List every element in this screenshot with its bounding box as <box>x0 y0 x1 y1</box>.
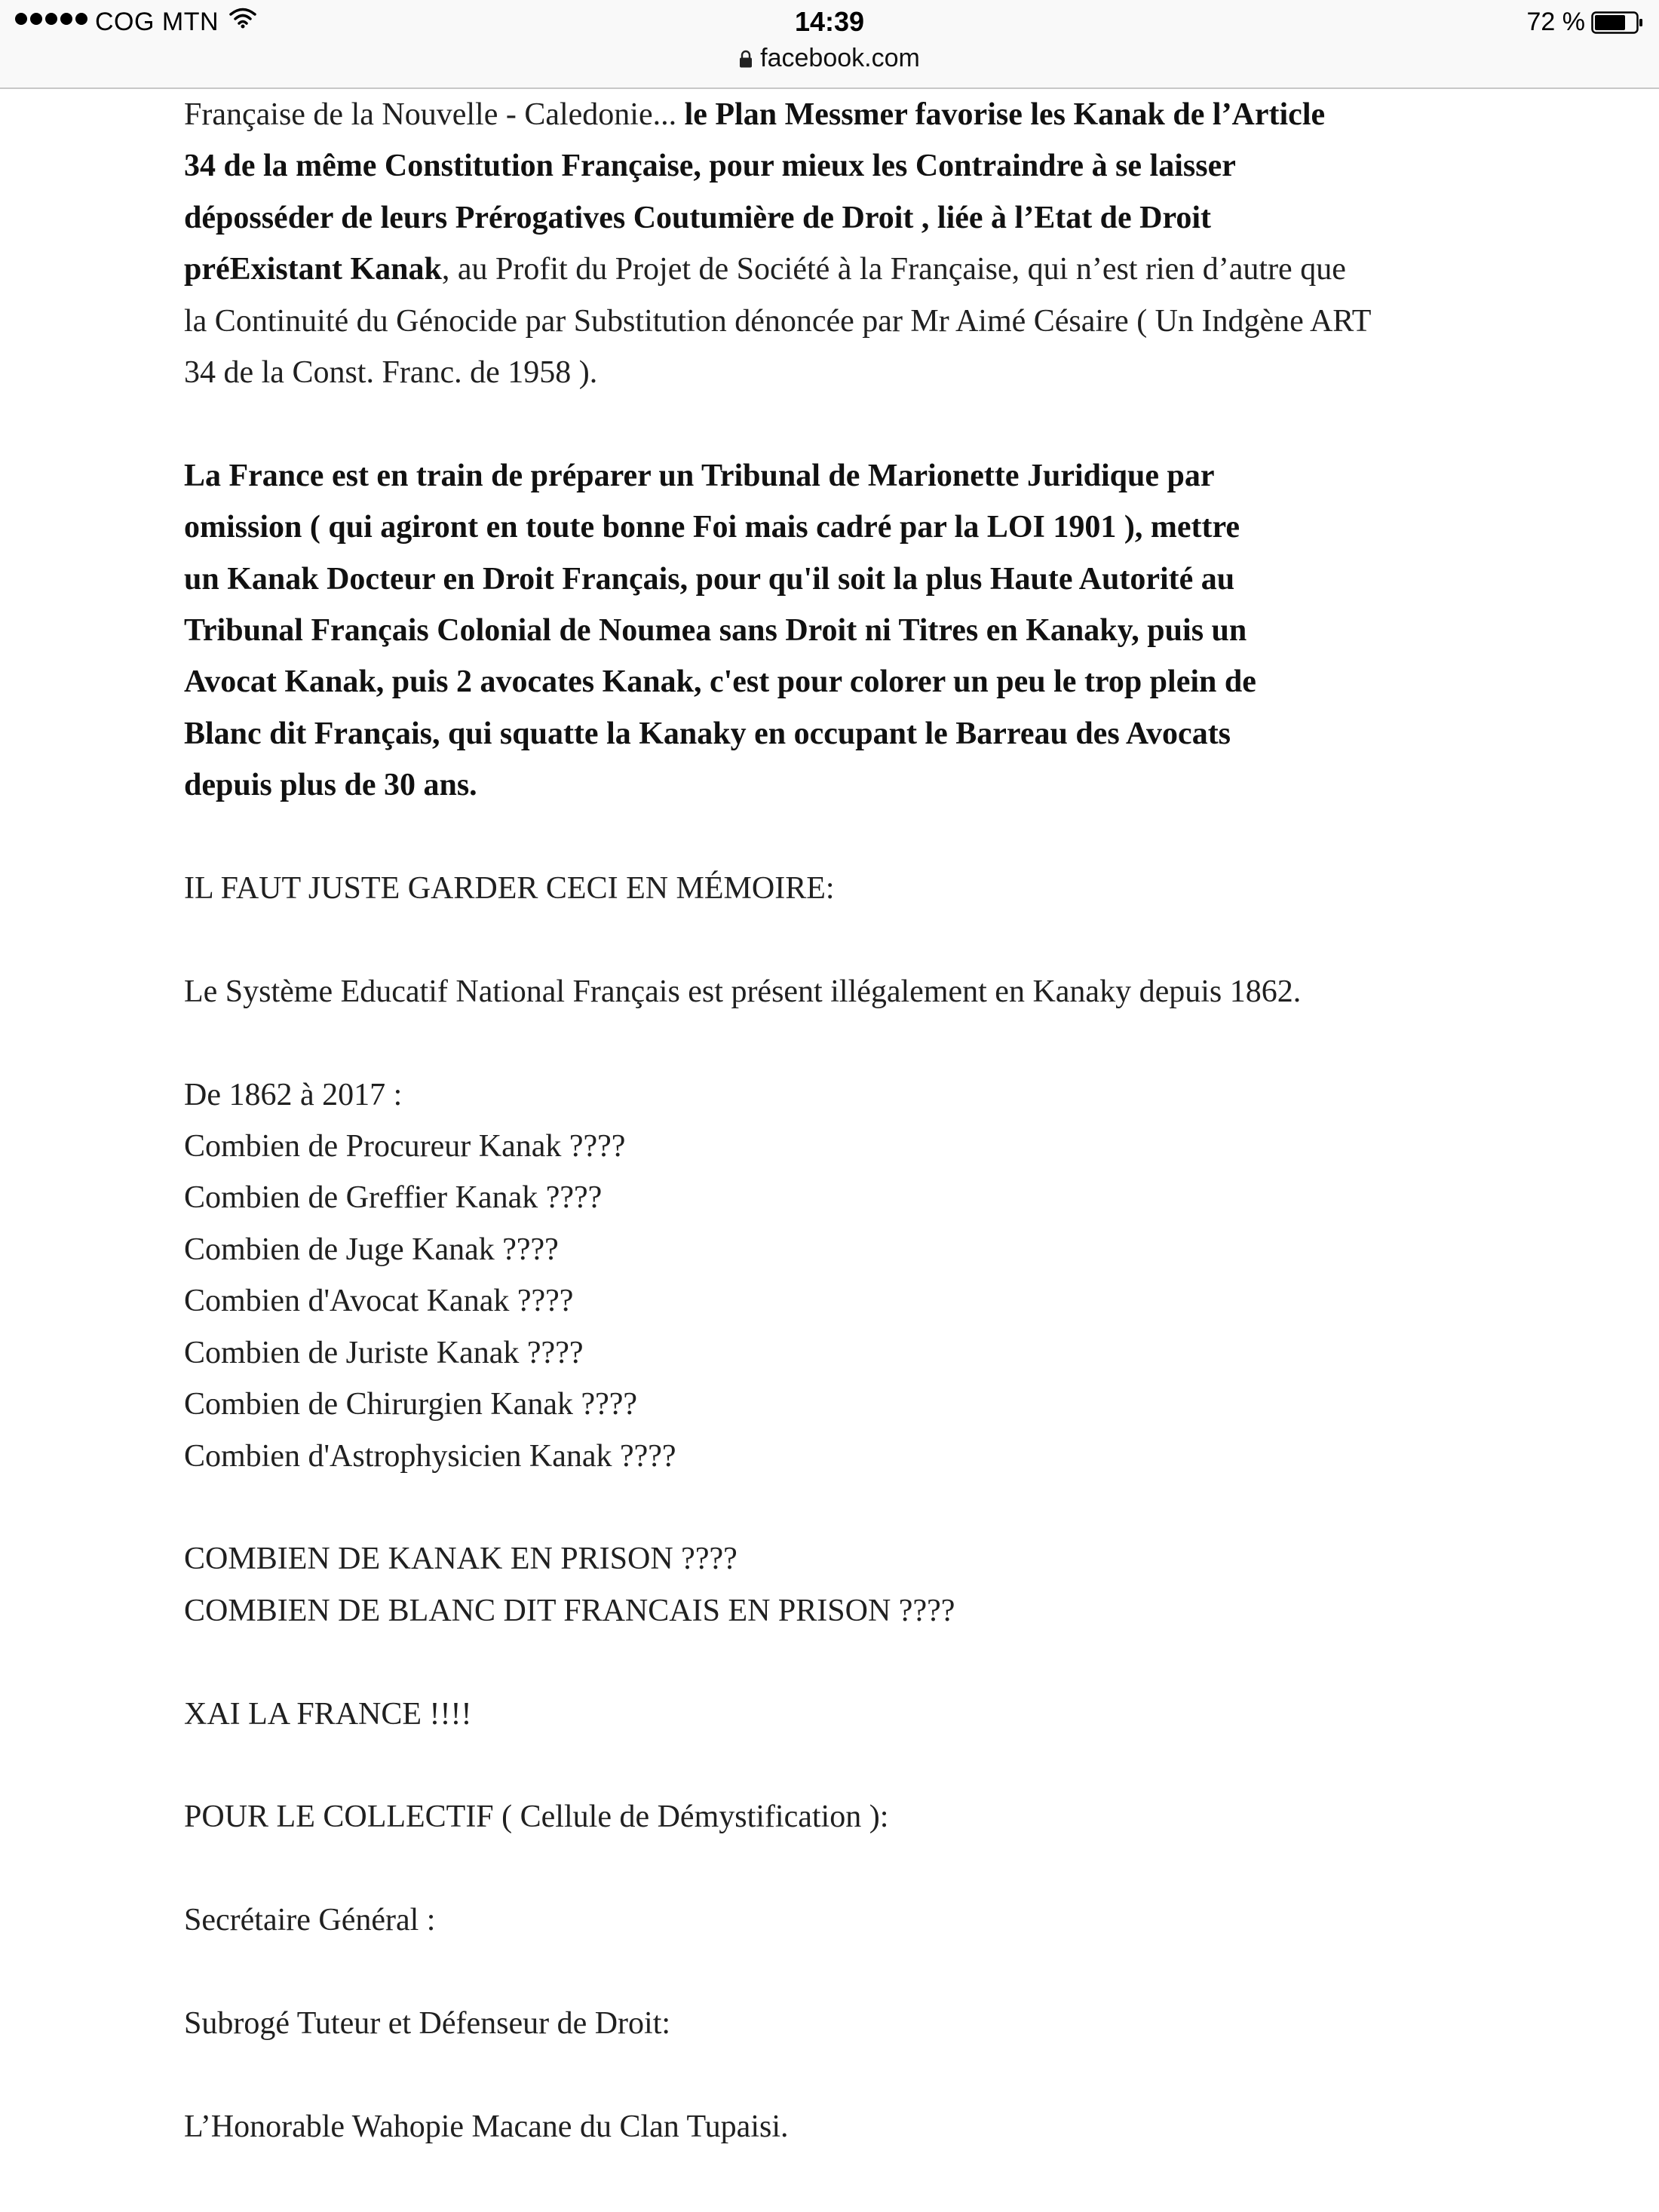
post-content <box>184 89 1496 2152</box>
carrier-name: COG MTN <box>95 8 219 36</box>
battery-percentage: 72 % <box>1526 8 1585 36</box>
text-span: Française de la Nouvelle - Caledonie... <box>184 97 685 132</box>
signature-line <box>184 2101 1496 2152</box>
url-domain: facebook.com <box>760 44 920 72</box>
text-span: , au Profit du Projet de Société à la Française, qui n’est rien d’autre que <box>441 252 1346 287</box>
list-item: Combien de Greffier Kanak ???? <box>184 1180 603 1216</box>
lock-icon <box>739 50 753 68</box>
questions-list <box>184 1069 1496 1482</box>
list-item: Combien d'Astrophysicien Kanak ???? <box>184 1438 676 1474</box>
text-line: 34 de la Const. Franc. de 1958 ). <box>184 355 598 391</box>
text-line: Subrogé Tuteur et Défenseur de Droit: <box>184 2005 671 2041</box>
bold-text-line: Blanc dit Français, qui squatte la Kanaky en occupant le Barreau des Avocats <box>184 716 1231 751</box>
text-line: Le Système Educatif National Français est présent illégalement en Kanaky depuis 1862. <box>184 974 1302 1009</box>
text-line: Secrétaire Général : <box>184 1903 436 1938</box>
secretaire-line <box>184 1894 1496 1946</box>
text-line: IL FAUT JUSTE GARDER CECI EN MÉMOIRE: <box>184 871 835 907</box>
bold-text-line: omission ( qui agiront en toute bonne Foi mais cadré par la LOI 1901 ), mettre <box>184 510 1240 545</box>
paragraph-tribunal <box>184 450 1496 811</box>
status-bar <box>0 0 1659 47</box>
list-item: COMBIEN DE KANAK EN PRISON ???? <box>184 1542 738 1577</box>
list-item: Combien de Chirurgien Kanak ???? <box>184 1387 638 1422</box>
list-item: Combien de Juge Kanak ???? <box>184 1232 559 1267</box>
list-item: Combien d'Avocat Kanak ???? <box>184 1284 574 1319</box>
paragraph-plan-messmer <box>184 89 1496 398</box>
bold-text-line: Avocat Kanak, puis 2 avocates Kanak, c'est pour colorer un peu le trop plein de <box>184 664 1256 700</box>
education-system-line <box>184 966 1496 1017</box>
bold-text-line: Tribunal Français Colonial de Noumea sans Droit ni Titres en Kanaky, puis un <box>184 613 1247 649</box>
text-line: POUR LE COLLECTIF ( Cellule de Démystification ): <box>184 1799 889 1835</box>
clock: 14:39 <box>794 6 865 37</box>
prison-questions <box>184 1533 1496 1637</box>
list-item: Combien de Juriste Kanak ???? <box>184 1335 584 1370</box>
bold-text-line: depuis plus de 30 ans. <box>184 768 477 803</box>
exclamation-line <box>184 1689 1496 1740</box>
bold-text-span: le Plan Messmer favorise les Kanak de l’Article <box>684 97 1326 132</box>
subroge-line <box>184 1998 1496 2049</box>
url-bar[interactable] <box>0 42 1659 89</box>
period-line: De 1862 à 2017 : <box>184 1077 403 1112</box>
list-item: COMBIEN DE BLANC DIT FRANCAIS EN PRISON ???? <box>184 1593 955 1628</box>
bold-text-span: déposséder de leurs Prérogatives Coutumière de Droit , liée à l’Etat de Droit <box>184 200 1212 235</box>
list-item: Combien de Procureur Kanak ???? <box>184 1129 626 1164</box>
text-line: L’Honorable Wahopie Macane du Clan Tupaisi. <box>184 2109 789 2144</box>
text-line: la Continuité du Génocide par Substitution dénoncée par Mr Aimé Césaire ( Un Indgène ART <box>184 303 1372 339</box>
bold-text-span: préExistant Kanak <box>184 252 442 287</box>
bold-text-span: 34 de la même Constitution Française, pour mieux les Contraindre à se laisser <box>184 149 1236 184</box>
memo-heading <box>184 863 1496 914</box>
battery-icon <box>1591 11 1644 34</box>
text-line: XAI LA FRANCE !!!! <box>184 1696 472 1732</box>
bold-text-line: un Kanak Docteur en Droit Français, pour qu'il soit la plus Haute Autorité au <box>184 561 1235 597</box>
bold-text-line: La France est en train de préparer un Tribunal de Marionette Juridique par <box>184 458 1215 493</box>
collectif-line <box>184 1791 1496 1842</box>
